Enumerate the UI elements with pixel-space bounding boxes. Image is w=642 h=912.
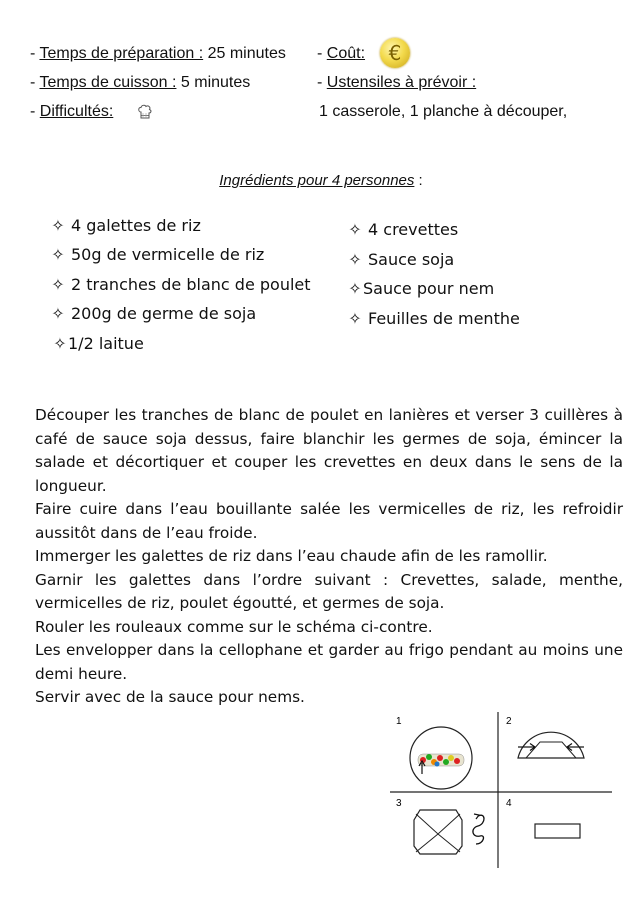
panel-number: 4: [506, 798, 512, 809]
four-point-star-icon: ✧: [348, 279, 362, 298]
panel-2-folded-sides: [518, 732, 584, 758]
ingredient-text: 4 galettes de riz: [71, 216, 201, 235]
four-point-star-icon: ✧: [51, 304, 65, 323]
euro-coin-icon: €: [380, 38, 410, 68]
cook-time-line: [30, 73, 250, 93]
ingredient-item: [348, 220, 458, 240]
ingredient-item: [53, 334, 144, 354]
ingredient-text: 2 tranches de blanc de poulet: [71, 275, 311, 294]
ingredient-item: [348, 250, 454, 270]
prep-time-line: [30, 44, 286, 64]
four-point-star-icon: ✧: [51, 245, 65, 264]
four-point-star-icon: ✧: [348, 250, 362, 269]
dash: -: [30, 45, 40, 62]
panel-number: 1: [396, 716, 402, 727]
ingredient-text: 50g de vermicelle de riz: [71, 245, 265, 264]
four-point-star-icon: ✧: [348, 220, 362, 239]
utensils-label: Ustensiles à prévoir :: [326, 74, 477, 91]
ingredient-text: 200g de germe de soja: [71, 304, 257, 323]
panel-3-envelope-fold: [414, 810, 484, 854]
step-paragraph: Faire cuire dans l’eau bouillante salée les vermicelles de riz, les refroidir aussitôt dans de l’eau froide.: [35, 500, 623, 542]
panel-number: 3: [396, 798, 402, 809]
ingredient-text: 4 crevettes: [368, 220, 459, 239]
difficulty-line: [30, 102, 113, 122]
prep-time-value: 25 minutes: [207, 45, 286, 62]
cook-time-label: Temps de cuisson :: [39, 74, 177, 91]
ingredient-item: [51, 245, 264, 265]
step-paragraph: Rouler les rouleaux comme sur le schéma ci-contre.: [35, 617, 433, 636]
ingredients-title-suffix: :: [414, 172, 423, 189]
four-point-star-icon: ✧: [53, 334, 67, 353]
ingredient-item: [51, 275, 311, 295]
step-paragraph: Garnir les galettes dans l’ordre suivant : Crevettes, salade, menthe, vermicelles de riz, poulet égoutté, et germes de soja.: [35, 570, 623, 612]
cost-label: Coût:: [326, 45, 366, 62]
ingredient-text: Sauce pour nem: [363, 279, 495, 298]
dash: -: [30, 103, 40, 120]
chef-hat-icon: [137, 104, 153, 122]
dash: -: [30, 74, 40, 91]
four-point-star-icon: ✧: [51, 275, 65, 294]
dash: -: [317, 74, 327, 91]
panel-1-filled-wrapper: [410, 727, 472, 789]
ingredient-text: 1/2 laitue: [68, 334, 144, 353]
ingredient-item: [348, 309, 520, 329]
step-paragraph: Découper les tranches de blanc de poulet en lanières et verser 3 cuillères à café de sauce soja dessus, faire blanchir les germes de soja, émincer la salade et décortiquer et couper les crevettes en deux dans le sens de la longueur.: [35, 406, 623, 495]
rolling-diagram: [390, 712, 612, 868]
step-paragraph: Immerger les galettes de riz dans l’eau chaude afin de les ramollir.: [35, 547, 548, 565]
dash: -: [317, 45, 327, 62]
ingredients-title: [0, 172, 642, 190]
difficulty-label: Difficultés:: [39, 103, 114, 120]
cost-line: [317, 44, 365, 64]
cook-time-value: 5 minutes: [180, 74, 251, 91]
ingredient-item: [51, 304, 256, 324]
panel-4-finished-roll: [535, 824, 580, 838]
prep-time-label: Temps de préparation :: [39, 45, 204, 62]
four-point-star-icon: ✧: [348, 309, 362, 328]
step-paragraph: Servir avec de la sauce pour nems.: [35, 688, 305, 706]
ingredient-item: [348, 279, 494, 299]
preparation-steps: [35, 404, 623, 710]
ingredients-title-text: Ingrédients pour 4 personnes: [219, 172, 415, 189]
utensils-line: [317, 73, 476, 93]
step-paragraph: Les envelopper dans la cellophane et garder au frigo pendant au moins une demi heure.: [35, 641, 623, 683]
utensils-value: 1 casserole, 1 planche à découper,: [319, 103, 568, 120]
ingredient-text: Feuilles de menthe: [368, 309, 520, 328]
ingredient-text: Sauce soja: [368, 250, 455, 269]
panel-number: 2: [506, 716, 512, 727]
four-point-star-icon: ✧: [51, 216, 65, 235]
ingredient-item: [51, 216, 201, 236]
